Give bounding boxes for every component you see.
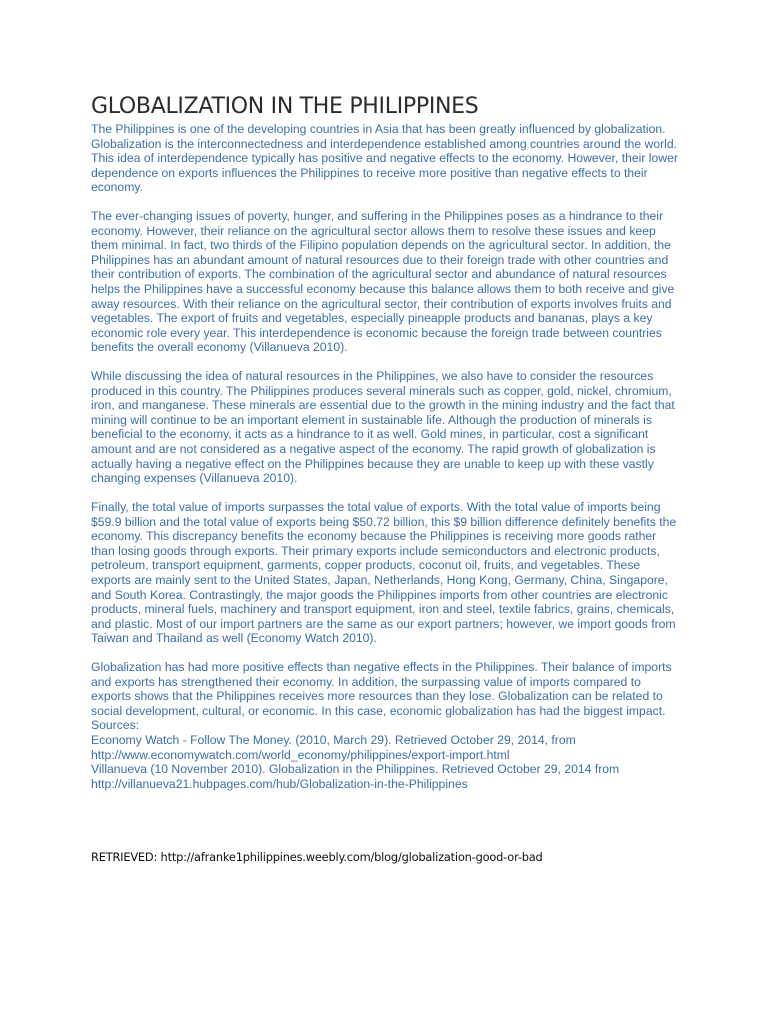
paragraph-imports-exports: Finally, the total value of imports surpasses the total value of exports. With the total value of imports being $59.9 billion and the total value of exports being $50.72 billion, this $9 billion difference definitely benefits the economy. This discrepancy benefits the economy because the Philippines is receiving more goods rather than losing goods through exports. Their primary exports include semiconductors and electronic products, petroleum, transport equipment, garments, copper products, coconut oil, fruits, and vegetables. These exports are mainly sent to the United States, Japan, Netherlands, Hong Kong, Germany, China, Singapore, and South Korea. Contrastingly, the major goods the Philippines imports from other countries are electronic products, mineral fuels, machinery and transport equipment, iron and steel, textile fabrics, grains, chemicals, and plastic. Most of our import partners are the same as our export partners; however, we import goods from Taiwan and Thailand as well (Economy Watch 2010). (91, 500, 677, 646)
source-economy-watch: Economy Watch - Follow The Money. (2010, March 29). Retrieved October 29, 2014, from http://www.economywatch.com/world_economy/philippines/export-import.html (91, 732, 576, 762)
article-body (91, 122, 681, 791)
page-title: GLOBALIZATION IN THE PHILIPPINES (91, 94, 479, 119)
paragraph-agriculture: The ever-changing issues of poverty, hunger, and suffering in the Philippines poses as a hindrance to their economy. However, their reliance on the agricultural sector allows them to resolve these issues and keep them minimal. In fact, two thirds of the Filipino population depends on the agricultural sector. In addition, the Philippines has an abundant amount of natural resources due to their foreign trade with other countries and their contribution of exports. The combination of the agricultural sector and abundance of natural resources helps the Philippines have a successful economy because this balance allows them to both receive and give away resources. With their reliance on the agricultural sector, their contribution of exports involves fruits and vegetables. The export of fruits and vegetables, especially pineapple products and bananas, plays a key economic role every year. This interdependence is economic because the foreign trade between countries benefits the overall economy (Villanueva 2010). (91, 209, 675, 355)
paragraph-minerals: While discussing the idea of natural resources in the Philippines, we also have to consider the resources produced in this country. The Philippines produces several minerals such as copper, gold, nickel, chromium, iron, and manganese. These minerals are essential due to the growth in the mining industry and the fact that mining will continue to be an important element in sustainable life. Although the production of minerals is beneficial to the economy, it acts as a hindrance to it as well. Gold mines, in particular, cost a significant amount and are not considered as a negative aspect of the economy. The rapid growth of globalization is actually having a negative effect on the Philippines because they are unable to keep up with these vastly changing expenses (Villanueva 2010). (91, 369, 675, 486)
paragraph-introduction: The Philippines is one of the developing countries in Asia that has been greatly influenced by globalization. Globalization is the interconnectedness and interdependence established among countries around the world. This idea of interdependence typically has positive and negative effects to the economy. However, their lower dependence on exports influences the Philippines to receive more positive than negative effects to their economy. (91, 122, 678, 195)
source-villanueva: Villanueva (10 November 2010). Globalization in the Philippines. Retrieved October 29, 2014 from http://villanueva21.hubpages.com/hub/Globalization-in-the-Philippines (91, 762, 620, 791)
sources-heading: Sources: (91, 718, 140, 733)
retrieved-line: RETRIEVED: http://afranke1philippines.weebly.com/blog/globalization-good-or-bad (91, 850, 543, 864)
paragraph-conclusion: Globalization has had more positive effects than negative effects in the Philippines. Their balance of imports and exports has strengthened their economy. In addition, the surpassing value of imports compared to exports shows that the Philippines receives more resources than they lose. Globalization can be related to social development, cultural, or economic. In this case, economic globalization has had the biggest impact. (91, 660, 672, 718)
